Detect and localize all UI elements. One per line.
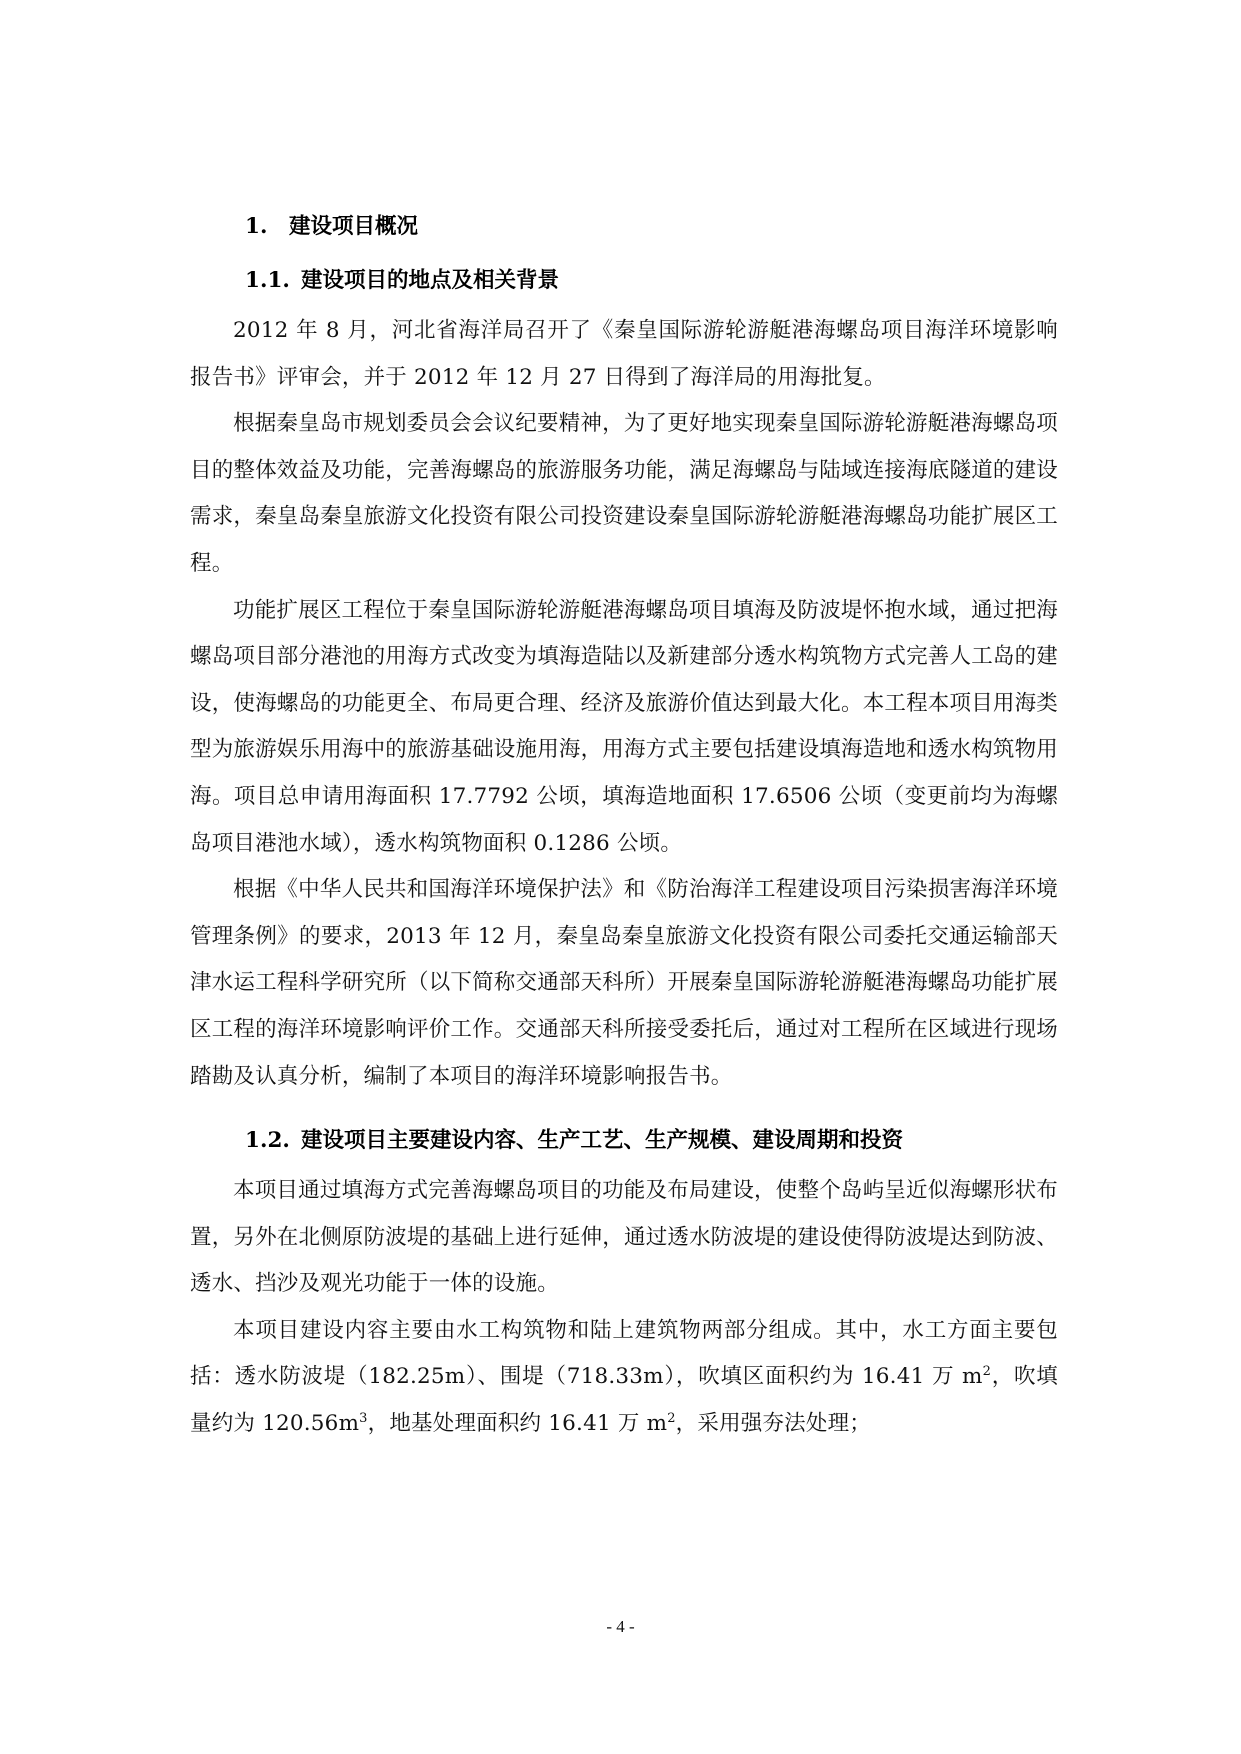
page-number: - 4 - xyxy=(606,1617,635,1636)
section-title: 建设项目的地点及相关背景 xyxy=(301,268,560,293)
text-run: 本项目建设内容主要由水工构筑物和陆上建筑物两部分组成。其中，水工方面主要包括：透水防波堤（182.25m）、围堤（718.33m），吹填区面积约为 16.41 万 m xyxy=(190,1317,1058,1390)
paragraph xyxy=(190,1308,1058,1448)
paragraph: 根据秦皇岛市规划委员会会议纪要精神，为了更好地实现秦皇国际游轮游艇港海螺岛项目的整体效益及功能，完善海螺岛的旅游服务功能，满足海螺岛与陆域连接海底隧道的建设需求，秦皇岛秦皇旅游文化投资有限公司投资建设秦皇国际游轮游艇港海螺岛功能扩展区工程。 xyxy=(190,411,1059,576)
section-number: 1.2. xyxy=(245,1128,290,1154)
section-heading-1-2 xyxy=(245,1114,1058,1168)
text-run: ，采用强夯法处理； xyxy=(675,1411,871,1437)
paragraph: 根据《中华人民共和国海洋环境保护法》和《防治海洋工程建设项目污染损害海洋环境管理条例》的要求，2013 年 12 月，秦皇岛秦皇旅游文化投资有限公司委托交通运输部天津水运工程科学研究所（以下简称交通部天科所）开展秦皇国际游轮游艇港海螺岛功能扩展区工程的海洋环境影响评价工作。交通部天科所接受委托后，通过对工程所在区域进行现场踏勘及认真分析，编制了本项目的海洋环境影响报告书。 xyxy=(190,877,1059,1089)
page-content xyxy=(190,200,1058,1448)
text-run: ，吹填量约为 120.56m xyxy=(190,1364,1059,1437)
section-heading-1-1 xyxy=(245,254,1058,308)
paragraph: 本项目通过填海方式完善海螺岛项目的功能及布局建设，使整个岛屿呈近似海螺形状布置，另外在北侧原防波堤的基础上进行延伸，通过透水防波堤的建设使得防波堤达到防波、透水、挡沙及观光功能于一体的设施。 xyxy=(190,1178,1059,1297)
superscript: 2 xyxy=(982,1364,992,1380)
section-heading-1 xyxy=(245,200,1058,254)
section-number: 1.1. xyxy=(245,268,290,293)
superscript: 2 xyxy=(667,1410,676,1426)
text-run: ，地基处理面积约 16.41 万 m xyxy=(367,1411,668,1437)
section-title: 建设项目主要建设内容、生产工艺、生产规模、建设周期和投资 xyxy=(301,1128,904,1154)
paragraph: 功能扩展区工程位于秦皇国际游轮游艇港海螺岛项目填海及防波堤怀抱水域，通过把海螺岛项目部分港池的用海方式改变为填海造陆以及新建部分透水构筑物方式完善人工岛的建设，使海螺岛的功能更全、布局更合理、经济及旅游价值达到最大化。本工程本项目用海类型为旅游娱乐用海中的旅游基础设施用海，用海方式主要包括建设填海造地和透水构筑物用海。项目总申请用海面积 17.7792 公顷，填海造地面积 17.6506 公顷（变更前均为海螺岛项目港池水域），透水构筑物面积 0.1286 公顷。 xyxy=(190,597,1059,856)
section-number: 1. xyxy=(245,214,268,239)
superscript: 3 xyxy=(359,1410,368,1426)
paragraph: 2012 年 8 月，河北省海洋局召开了《秦皇国际游轮游艇港海螺岛项目海洋环境影响报告书》评审会，并于 2012 年 12 月 27 日得到了海洋局的用海批复。 xyxy=(190,318,1058,390)
section-title: 建设项目概况 xyxy=(289,214,419,239)
